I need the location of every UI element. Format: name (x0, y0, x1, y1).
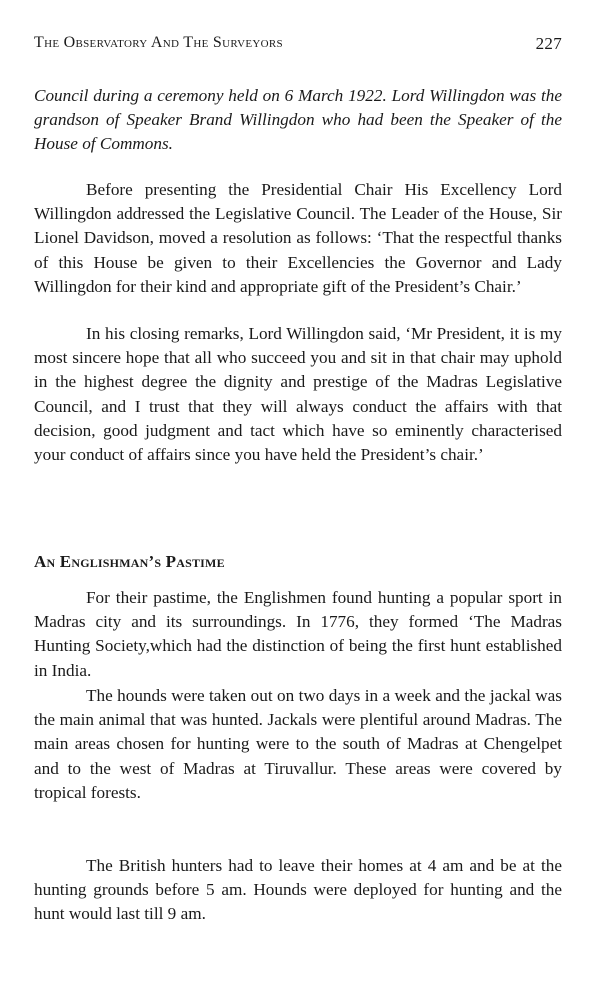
page-header (34, 34, 562, 56)
paragraph: The hounds were taken out on two days in a week and the jackal was the main animal that was hunted. Jackals were plentiful around Madras. The main areas chosen for hunting were to the south of Madras at Chengelpet and to the west of Madras at Tiruvallur. These areas were covered by tropical forests. (34, 686, 562, 802)
paragraph-presidential-chair (34, 178, 562, 299)
page-number: 227 (535, 34, 562, 53)
paragraph-closing-remarks (34, 322, 562, 467)
paragraph-hounds (34, 684, 562, 805)
running-head: The Observatory And The Surveyors (34, 34, 283, 51)
paragraph: Before presenting the Presidential Chair His Excellency Lord Willingdon addressed the Legislative Council. The Leader of the House, Sir Lionel Davidson, moved a resolution as follows: ‘That the respectful thanks of this House be given to their Excellencies the Governor and Lady Willingdon for their kind and appropriate gift of the President’s Chair.’ (34, 180, 562, 296)
section-heading: An Englishman’s Pastime (34, 552, 225, 571)
paragraph-continued-italic (34, 84, 562, 157)
paragraph: Council during a ceremony held on 6 March 1922. Lord Willingdon was the grandson of Speaker Brand Willingdon who had been the Speaker of the House of Commons. (34, 86, 562, 154)
paragraph-pastime (34, 586, 562, 683)
paragraph: For their pastime, the Englishmen found hunting a popular sport in Madras city and its surroundings. In 1776, they formed ‘The Madras Hunting Society,which had the distinction of being the first hunt established in India. (34, 588, 562, 680)
paragraph-british-hunters (34, 854, 562, 927)
paragraph: In his closing remarks, Lord Willingdon said, ‘Mr President, it is my most sincere hope that all who succeed you and sit in that chair may uphold in the highest degree the dignity and prestige of the Madras Legislative Council, and I trust that they will always conduct the affairs with that decision, good judgment and tact which have so eminently characterised your conduct of affairs since you have held the President’s chair.’ (34, 324, 562, 465)
paragraph: The British hunters had to leave their homes at 4 am and be at the hunting grounds before 5 am. Hounds were deployed for hunting and the hunt would last till 9 am. (34, 856, 562, 924)
